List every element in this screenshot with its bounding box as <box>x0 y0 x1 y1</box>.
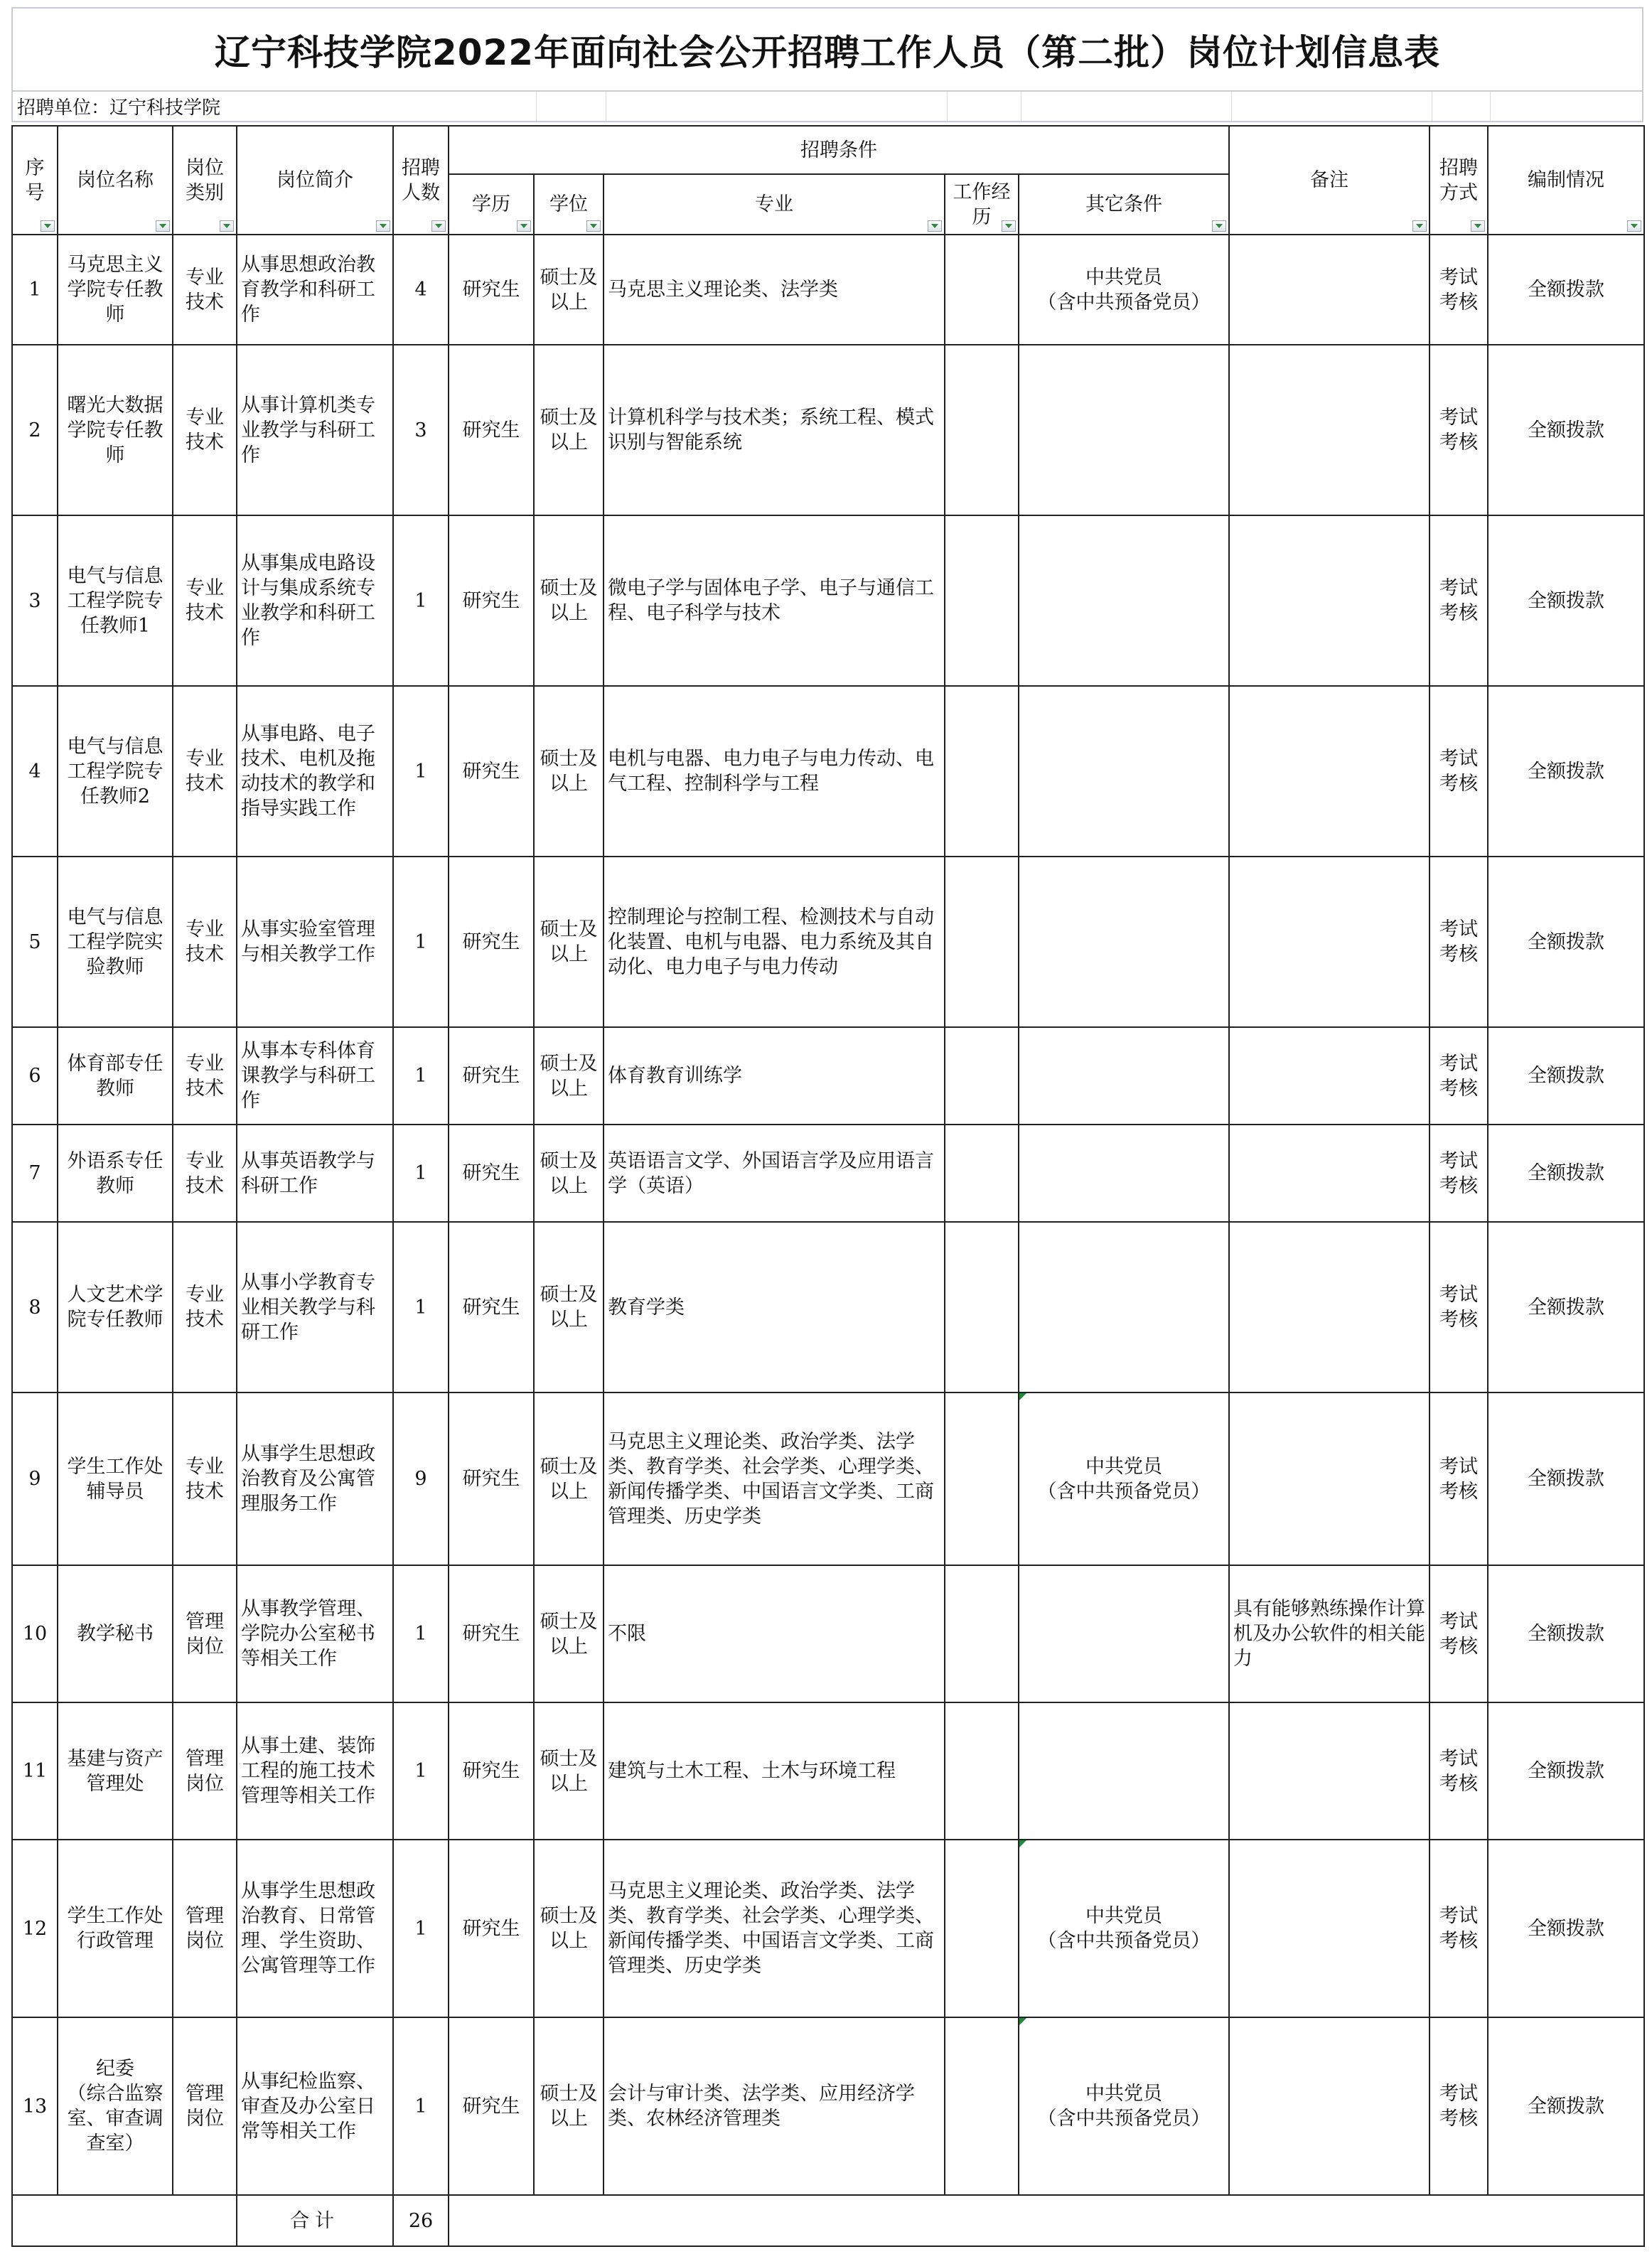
header-major: 专业 <box>604 174 945 235</box>
table-row <box>12 515 1644 686</box>
cell-count[interactable]: 4 <box>393 235 449 345</box>
filter-dropdown-icon[interactable] <box>431 220 446 232</box>
cell-position-name[interactable]: 电气与信息工程学院专任教师1 <box>58 515 173 686</box>
cell-remark[interactable] <box>1229 1222 1430 1393</box>
cell-major[interactable]: 不限 <box>604 1565 945 1702</box>
table-row <box>12 1840 1644 2017</box>
cell-other-conditions[interactable]: 中共党员 （含中共预备党员） <box>1019 2017 1229 2195</box>
cell-count[interactable]: 9 <box>393 1393 449 1565</box>
cell-position-type[interactable]: 专业技术 <box>173 857 237 1027</box>
cell-degree[interactable]: 硕士及以上 <box>534 515 604 686</box>
cell-education[interactable]: 研究生 <box>449 345 534 515</box>
cell-remark[interactable] <box>1229 857 1430 1027</box>
header-position-type: 岗位类别 <box>173 126 237 235</box>
header-intro: 岗位简介 <box>237 126 393 235</box>
cell-degree[interactable]: 硕士及以上 <box>534 1393 604 1565</box>
cell-method[interactable]: 考试考核 <box>1430 2017 1488 2195</box>
cell-intro[interactable]: 从事计算机类专业教学与科研工作 <box>237 345 393 515</box>
cell-experience[interactable] <box>945 857 1019 1027</box>
cell-count[interactable]: 1 <box>393 1125 449 1222</box>
filter-dropdown-icon[interactable] <box>1212 220 1226 232</box>
cell-degree[interactable]: 硕士及以上 <box>534 1565 604 1702</box>
cell-position-name[interactable]: 马克思主义学院专任教师 <box>58 235 173 345</box>
total-blank-cell <box>12 2195 237 2246</box>
cell-method[interactable]: 考试考核 <box>1430 1702 1488 1840</box>
cell-experience[interactable] <box>945 345 1019 515</box>
cell-index[interactable]: 2 <box>12 345 58 515</box>
cell-major[interactable]: 体育教育训练学 <box>604 1027 945 1125</box>
cell-index[interactable]: 4 <box>12 686 58 857</box>
cell-experience[interactable] <box>945 235 1019 345</box>
cell-position-type[interactable]: 专业技术 <box>173 515 237 686</box>
filter-dropdown-icon[interactable] <box>1627 220 1641 232</box>
cell-staffing[interactable]: 全额拨款 <box>1488 235 1644 345</box>
cell-remark[interactable] <box>1229 1840 1430 2017</box>
comment-indicator-icon[interactable] <box>1019 1840 1026 1847</box>
cell-position-name[interactable]: 人文艺术学院专任教师 <box>58 1222 173 1393</box>
cell-position-type[interactable]: 管理岗位 <box>173 1840 237 2017</box>
table-row <box>12 1565 1644 1702</box>
cell-position-name[interactable]: 曙光大数据学院专任教师 <box>58 345 173 515</box>
cell-major[interactable]: 英语语言文学、外国语言学及应用语言学（英语） <box>604 1125 945 1222</box>
cell-degree[interactable]: 硕士及以上 <box>534 1840 604 2017</box>
cell-position-type[interactable]: 专业技术 <box>173 1027 237 1125</box>
cell-education[interactable]: 研究生 <box>449 2017 534 2195</box>
cell-staffing[interactable]: 全额拨款 <box>1488 1840 1644 2017</box>
cell-index[interactable]: 8 <box>12 1222 58 1393</box>
cell-education[interactable]: 研究生 <box>449 686 534 857</box>
table-row <box>12 1702 1644 1840</box>
cell-position-name[interactable]: 学生工作处行政管理 <box>58 1840 173 2017</box>
cell-major[interactable]: 马克思主义理论类、政治学类、法学类、教育学类、社会学类、心理学类、新闻传播学类、中国语言文学类、工商管理类、历史学类 <box>604 1393 945 1565</box>
cell-index[interactable]: 11 <box>12 1702 58 1840</box>
cell-method[interactable]: 考试考核 <box>1430 1125 1488 1222</box>
cell-experience[interactable] <box>945 1702 1019 1840</box>
filter-dropdown-icon[interactable] <box>41 220 55 232</box>
cell-experience[interactable] <box>945 1125 1019 1222</box>
cell-other-conditions[interactable] <box>1019 1125 1229 1222</box>
header-experience: 工作经历 <box>945 174 1019 235</box>
table-row <box>12 686 1644 857</box>
cell-staffing[interactable]: 全额拨款 <box>1488 1222 1644 1393</box>
header-degree: 学位 <box>534 174 604 235</box>
cell-position-name[interactable]: 纪委 （综合监察室、审查调查室） <box>58 2017 173 2195</box>
comment-indicator-icon[interactable] <box>1019 1393 1026 1400</box>
cell-position-type[interactable]: 管理岗位 <box>173 2017 237 2195</box>
filter-dropdown-icon[interactable] <box>1002 220 1016 232</box>
cell-other-conditions[interactable] <box>1019 1027 1229 1125</box>
cell-index[interactable]: 13 <box>12 2017 58 2195</box>
filter-dropdown-icon[interactable] <box>517 220 531 232</box>
cell-staffing[interactable]: 全额拨款 <box>1488 2017 1644 2195</box>
cell-index[interactable]: 6 <box>12 1027 58 1125</box>
cell-experience[interactable] <box>945 1565 1019 1702</box>
cell-education[interactable]: 研究生 <box>449 1702 534 1840</box>
cell-position-name[interactable]: 外语系专任教师 <box>58 1125 173 1222</box>
cell-method[interactable]: 考试考核 <box>1430 857 1488 1027</box>
cell-position-type[interactable]: 专业技术 <box>173 1393 237 1565</box>
cell-experience[interactable] <box>945 1393 1019 1565</box>
cell-education[interactable]: 研究生 <box>449 1125 534 1222</box>
table-row <box>12 1027 1644 1125</box>
cell-index[interactable]: 1 <box>12 235 58 345</box>
cell-remark[interactable] <box>1229 515 1430 686</box>
cell-other-conditions[interactable] <box>1019 686 1229 857</box>
cell-other-conditions[interactable] <box>1019 1565 1229 1702</box>
cell-count[interactable]: 1 <box>393 2017 449 2195</box>
cell-degree[interactable]: 硕士及以上 <box>534 1125 604 1222</box>
cell-major[interactable]: 控制理论与控制工程、检测技术与自动化装置、电机与电器、电力系统及其自动化、电力电子与电力传动 <box>604 857 945 1027</box>
table-row <box>12 857 1644 1027</box>
cell-remark[interactable] <box>1229 1702 1430 1840</box>
recruiting-unit-label: 招聘单位：辽宁科技学院 <box>17 97 221 119</box>
cell-other-conditions[interactable]: 中共党员 （含中共预备党员） <box>1019 1840 1229 2017</box>
cell-remark[interactable] <box>1229 1393 1430 1565</box>
cell-experience[interactable] <box>945 1840 1019 2017</box>
cell-position-type[interactable]: 专业技术 <box>173 1222 237 1393</box>
cell-degree[interactable]: 硕士及以上 <box>534 857 604 1027</box>
cell-intro[interactable]: 从事电路、电子技术、电机及拖动技术的教学和指导实践工作 <box>237 686 393 857</box>
cell-degree[interactable]: 硕士及以上 <box>534 1702 604 1840</box>
cell-intro[interactable]: 从事集成电路设计与集成系统专业教学和科研工作 <box>237 515 393 686</box>
cell-experience[interactable] <box>945 1027 1019 1125</box>
cell-count[interactable]: 1 <box>393 1565 449 1702</box>
recruiting-unit-row <box>11 90 1643 122</box>
cell-method[interactable]: 考试考核 <box>1430 345 1488 515</box>
cell-count[interactable]: 1 <box>393 686 449 857</box>
cell-count[interactable]: 1 <box>393 1840 449 2017</box>
cell-index[interactable]: 10 <box>12 1565 58 1702</box>
cell-index[interactable]: 5 <box>12 857 58 1027</box>
cell-count[interactable]: 3 <box>393 345 449 515</box>
spreadsheet <box>11 7 1643 2247</box>
cell-education[interactable]: 研究生 <box>449 857 534 1027</box>
cell-position-name[interactable]: 基建与资产管理处 <box>58 1702 173 1840</box>
cell-major[interactable]: 计算机科学与技术类；系统工程、模式识别与智能系统 <box>604 345 945 515</box>
cell-position-type[interactable]: 管理岗位 <box>173 1702 237 1840</box>
cell-intro[interactable]: 从事本专科体育课教学与科研工作 <box>237 1027 393 1125</box>
cell-staffing[interactable]: 全额拨款 <box>1488 1702 1644 1840</box>
positions-table <box>11 125 1645 2247</box>
cell-method[interactable]: 考试考核 <box>1430 515 1488 686</box>
cell-position-type[interactable]: 专业技术 <box>173 235 237 345</box>
header-position-name: 岗位名称 <box>58 126 173 235</box>
cell-count[interactable]: 1 <box>393 1027 449 1125</box>
cell-method[interactable]: 考试考核 <box>1430 1027 1488 1125</box>
cell-method[interactable]: 考试考核 <box>1430 1565 1488 1702</box>
header-method: 招聘方式 <box>1430 126 1488 235</box>
cell-index[interactable]: 3 <box>12 515 58 686</box>
cell-intro[interactable]: 从事思想政治教育教学和科研工作 <box>237 235 393 345</box>
filter-dropdown-icon[interactable] <box>156 220 170 232</box>
cell-intro[interactable]: 从事学生思想政治教育及公寓管理服务工作 <box>237 1393 393 1565</box>
cell-degree[interactable]: 硕士及以上 <box>534 235 604 345</box>
cell-position-type[interactable]: 专业技术 <box>173 1125 237 1222</box>
total-value: 26 <box>393 2195 449 2246</box>
cell-count[interactable]: 1 <box>393 857 449 1027</box>
cell-education[interactable]: 研究生 <box>449 515 534 686</box>
cell-remark[interactable] <box>1229 345 1430 515</box>
cell-staffing[interactable]: 全额拨款 <box>1488 686 1644 857</box>
header-other: 其它条件 <box>1019 174 1229 235</box>
page-title: 辽宁科技学院2022年面向社会公开招聘工作人员（第二批）岗位计划信息表 <box>11 7 1643 90</box>
cell-intro[interactable]: 从事实验室管理与相关教学工作 <box>237 857 393 1027</box>
cell-education[interactable]: 研究生 <box>449 235 534 345</box>
cell-index[interactable]: 7 <box>12 1125 58 1222</box>
cell-index[interactable]: 9 <box>12 1393 58 1565</box>
cell-major[interactable]: 会计与审计类、法学类、应用经济学类、农林经济管理类 <box>604 2017 945 2195</box>
cell-degree[interactable]: 硕士及以上 <box>534 2017 604 2195</box>
filter-dropdown-icon[interactable] <box>376 220 390 232</box>
cell-major[interactable]: 教育学类 <box>604 1222 945 1393</box>
cell-other-conditions[interactable]: 中共党员 （含中共预备党员） <box>1019 235 1229 345</box>
cell-other-conditions[interactable] <box>1019 1702 1229 1840</box>
cell-method[interactable]: 考试考核 <box>1430 1393 1488 1565</box>
cell-major[interactable]: 马克思主义理论类、法学类 <box>604 235 945 345</box>
cell-position-type[interactable]: 专业技术 <box>173 345 237 515</box>
cell-experience[interactable] <box>945 2017 1019 2195</box>
cell-position-name[interactable]: 教学秘书 <box>58 1565 173 1702</box>
cell-remark[interactable] <box>1229 1125 1430 1222</box>
cell-position-type[interactable]: 管理岗位 <box>173 1565 237 1702</box>
cell-education[interactable]: 研究生 <box>449 1840 534 2017</box>
header-count: 招聘人数 <box>393 126 449 235</box>
cell-intro[interactable]: 从事纪检监察、审查及办公室日常等相关工作 <box>237 2017 393 2195</box>
cell-remark[interactable] <box>1229 686 1430 857</box>
table-row <box>12 235 1644 345</box>
filter-dropdown-icon[interactable] <box>1471 220 1485 232</box>
filter-dropdown-icon[interactable] <box>1412 220 1427 232</box>
cell-experience[interactable] <box>945 515 1019 686</box>
cell-remark[interactable] <box>1229 235 1430 345</box>
cell-index[interactable]: 12 <box>12 1840 58 2017</box>
table-row <box>12 1222 1644 1393</box>
cell-staffing[interactable]: 全额拨款 <box>1488 1393 1644 1565</box>
cell-intro[interactable]: 从事教学管理、学院办公室秘书等相关工作 <box>237 1565 393 1702</box>
cell-method[interactable]: 考试考核 <box>1430 235 1488 345</box>
table-row <box>12 2017 1644 2195</box>
cell-intro[interactable]: 从事土建、装饰工程的施工技术管理等相关工作 <box>237 1702 393 1840</box>
cell-count[interactable]: 1 <box>393 1702 449 1840</box>
cell-staffing[interactable]: 全额拨款 <box>1488 1027 1644 1125</box>
cell-major[interactable]: 马克思主义理论类、政治学类、法学类、教育学类、社会学类、心理学类、新闻传播学类、中国语言文学类、工商管理类、历史学类 <box>604 1840 945 2017</box>
cell-other-conditions[interactable] <box>1019 857 1229 1027</box>
cell-major[interactable]: 微电子学与固体电子学、电子与通信工程、电子科学与技术 <box>604 515 945 686</box>
table-row <box>12 1393 1644 1565</box>
cell-count[interactable]: 1 <box>393 515 449 686</box>
cell-education[interactable]: 研究生 <box>449 1393 534 1565</box>
header-staffing: 编制情况 <box>1488 126 1644 235</box>
header-index: 序号 <box>12 126 58 235</box>
cell-count[interactable]: 1 <box>393 1222 449 1393</box>
cell-education[interactable]: 研究生 <box>449 1222 534 1393</box>
filter-dropdown-icon[interactable] <box>586 220 601 232</box>
cell-other-conditions[interactable]: 中共党员 （含中共预备党员） <box>1019 1393 1229 1565</box>
total-label: 合计 <box>237 2195 393 2246</box>
cell-education[interactable]: 研究生 <box>449 1565 534 1702</box>
comment-indicator-icon[interactable] <box>1019 2018 1026 2025</box>
cell-degree[interactable]: 硕士及以上 <box>534 1222 604 1393</box>
cell-other-conditions[interactable] <box>1019 345 1229 515</box>
cell-method[interactable]: 考试考核 <box>1430 1840 1488 2017</box>
table-row <box>12 345 1644 515</box>
cell-position-name[interactable]: 电气与信息工程学院实验教师 <box>58 857 173 1027</box>
cell-remark[interactable]: 具有能够熟练操作计算机及办公软件的相关能力 <box>1229 1565 1430 1702</box>
cell-staffing[interactable]: 全额拨款 <box>1488 1125 1644 1222</box>
cell-other-conditions[interactable] <box>1019 1222 1229 1393</box>
cell-remark[interactable] <box>1229 1027 1430 1125</box>
cell-experience[interactable] <box>945 686 1019 857</box>
cell-method[interactable]: 考试考核 <box>1430 1222 1488 1393</box>
header-education: 学历 <box>449 174 534 235</box>
cell-major[interactable]: 电机与电器、电力电子与电力传动、电气工程、控制科学与工程 <box>604 686 945 857</box>
filter-dropdown-icon[interactable] <box>928 220 942 232</box>
filter-dropdown-icon[interactable] <box>220 220 234 232</box>
cell-intro[interactable]: 从事小学教育专业相关教学与科研工作 <box>237 1222 393 1393</box>
cell-staffing[interactable]: 全额拨款 <box>1488 1565 1644 1702</box>
cell-position-name[interactable]: 体育部专任教师 <box>58 1027 173 1125</box>
cell-other-conditions[interactable] <box>1019 515 1229 686</box>
cell-staffing[interactable]: 全额拨款 <box>1488 857 1644 1027</box>
header-conditions: 招聘条件 <box>449 126 1229 174</box>
total-blank-cell <box>449 2195 1644 2246</box>
cell-education[interactable]: 研究生 <box>449 1027 534 1125</box>
cell-position-type[interactable]: 专业技术 <box>173 686 237 857</box>
cell-remark[interactable] <box>1229 2017 1430 2195</box>
cell-degree[interactable]: 硕士及以上 <box>534 1027 604 1125</box>
cell-staffing[interactable]: 全额拨款 <box>1488 515 1644 686</box>
cell-staffing[interactable]: 全额拨款 <box>1488 345 1644 515</box>
header-remark: 备注 <box>1229 126 1430 235</box>
cell-intro[interactable]: 从事英语教学与科研工作 <box>237 1125 393 1222</box>
cell-intro[interactable]: 从事学生思想政治教育、日常管理、学生资助、公寓管理等工作 <box>237 1840 393 2017</box>
cell-position-name[interactable]: 电气与信息工程学院专任教师2 <box>58 686 173 857</box>
cell-experience[interactable] <box>945 1222 1019 1393</box>
cell-degree[interactable]: 硕士及以上 <box>534 345 604 515</box>
cell-method[interactable]: 考试考核 <box>1430 686 1488 857</box>
cell-degree[interactable]: 硕士及以上 <box>534 686 604 857</box>
table-row <box>12 1125 1644 1222</box>
cell-major[interactable]: 建筑与土木工程、土木与环境工程 <box>604 1702 945 1840</box>
cell-position-name[interactable]: 学生工作处辅导员 <box>58 1393 173 1565</box>
